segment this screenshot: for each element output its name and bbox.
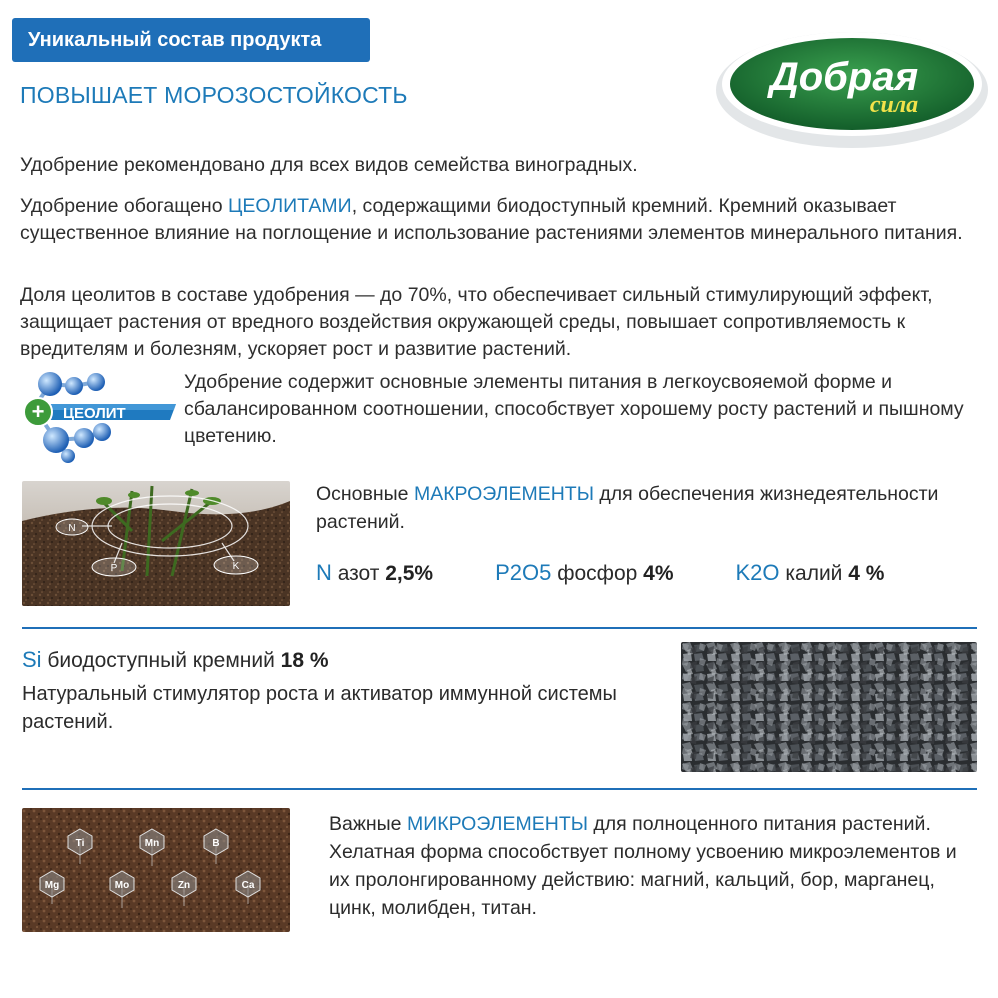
paragraph-intro: Удобрение рекомендовано для всех видов семейства виноградных. <box>20 154 638 176</box>
text-span: для полноценного питания растений. Хелатная форма способствует полному усвоению микроэлементов и их пролонгированному действию: магний, кальций, бор, марганец, цинк, молибден, титан. <box>329 813 957 919</box>
label-zn: Zn <box>177 880 191 891</box>
silicon-name: биодоступный кремний <box>41 649 281 672</box>
label-mo: Mo <box>114 880 130 891</box>
paragraph-zeolite-share: Доля цеолитов в составе удобрения — до 70%, что обеспечивает сильный стимулирующий эффект, защищает растения от вредного воздействия окружающей среды, повышает сопротивляемость к вредителям и болезням, ускоряет рост и развитие растений. <box>20 284 933 360</box>
text-span: , содержащими биодоступный кремний. Кремний оказывает существенное влияние на поглощение и использование растениями элементов минерального питания. <box>20 195 963 244</box>
label-k: K <box>232 561 240 572</box>
section-badge: Уникальный состав продукта <box>12 18 370 62</box>
zeolite-gravel-image <box>681 642 977 772</box>
section-divider <box>22 627 977 629</box>
silicon-symbol: Si <box>22 647 42 672</box>
element-name: калий <box>779 562 849 585</box>
element-name: фосфор <box>551 562 644 585</box>
element-symbol: K2O <box>735 560 780 585</box>
element-value: 4 % <box>848 562 885 585</box>
silicon-value: 18 % <box>280 649 329 672</box>
soil-microelements-image <box>22 808 290 932</box>
soil-plant-image <box>22 481 290 606</box>
zeolite-icon <box>16 364 182 464</box>
label-mg: Mg <box>44 880 60 891</box>
label-ti: Ti <box>75 838 85 849</box>
label-p: P <box>110 563 118 574</box>
macro-item-phosphorus <box>495 560 673 586</box>
label-ca: Ca <box>241 880 255 891</box>
element-value: 4% <box>643 562 674 585</box>
macro-item-nitrogen <box>316 560 433 586</box>
text-span: Удобрение обогащено <box>20 195 228 217</box>
highlight-macro: МАКРОЭЛЕМЕНТЫ <box>413 483 594 505</box>
element-value: 2,5% <box>385 562 434 585</box>
page-subtitle: ПОВЫШАЕТ МОРОЗОСТОЙКОСТЬ <box>20 82 408 108</box>
element-symbol: N <box>316 560 332 585</box>
element-name: азот <box>331 562 386 585</box>
logo-word-2: сила <box>869 92 919 118</box>
text-span: для обеспечения жизнедеятельности растений. <box>316 483 939 533</box>
highlight-zeolite: ЦЕОЛИТАМИ <box>227 195 352 217</box>
brand-logo <box>712 20 988 150</box>
section-divider <box>22 788 977 790</box>
paragraph-zeolite <box>20 193 980 247</box>
silicon-description: Натуральный стимулятор роста и активатор иммунной системы растений. <box>22 683 617 733</box>
highlight-micro: МИКРОЭЛЕМЕНТЫ <box>406 813 588 835</box>
plus-icon: + <box>31 399 45 424</box>
text-span: Важные <box>329 813 407 835</box>
micro-description <box>329 810 969 922</box>
paragraph-nutrition: Удобрение содержит основные элементы питания в легкоусвояемой форме и сбалансированном соотношении, способствует хорошему росту растений и пышному цветению. <box>184 371 964 447</box>
macro-description <box>316 480 956 536</box>
text-span: Основные <box>316 483 414 505</box>
silicon-title <box>22 647 329 673</box>
element-symbol: P2O5 <box>495 560 552 585</box>
macro-elements-row <box>316 560 976 586</box>
label-b: B <box>212 838 220 849</box>
label-n: N <box>68 523 76 534</box>
logo-word-1: Добрая <box>769 55 919 99</box>
label-mn: Mn <box>144 838 160 849</box>
zeolite-badge-label: ЦЕОЛИТ <box>63 405 126 422</box>
macro-item-potassium <box>736 560 885 586</box>
